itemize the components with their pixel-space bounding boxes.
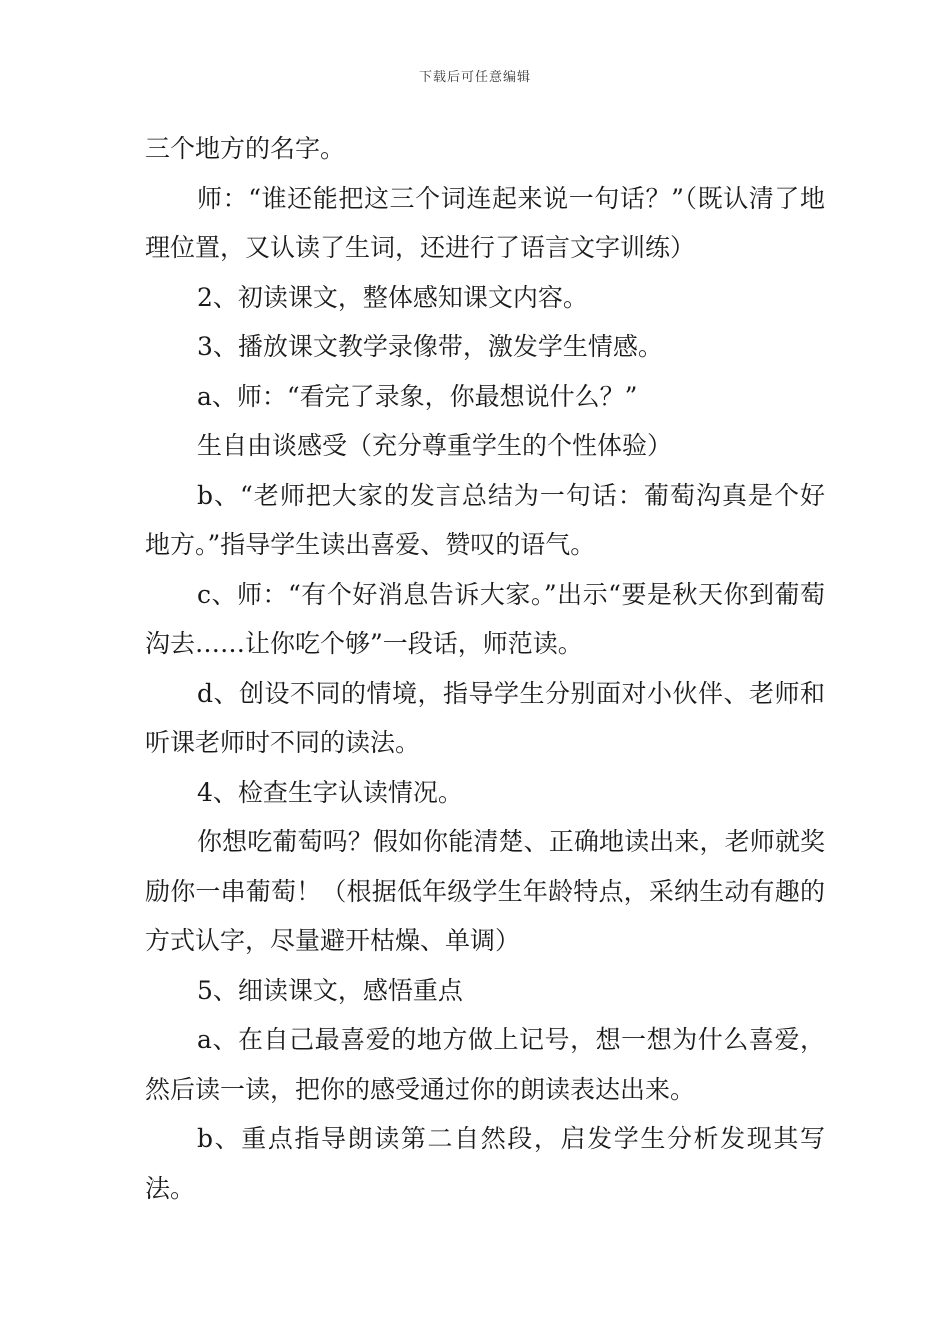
paragraph: 你想吃葡萄吗？假如你能清楚、正确地读出来，老师就奖励你一串葡萄！（根据低年级学生年龄特点，采纳生动有趣的方式认字，尽量避开枯燥、单调）	[145, 827, 825, 955]
paragraph: b、“老师把大家的发言总结为一句话：葡萄沟真是个好地方。”指导学生读出喜爱、赞叹的语气。	[145, 480, 825, 559]
paragraph: c、师：“有个好消息告诉大家。”出示“要是秋天你到葡萄沟去……让你吃个够”一段话，师范读。	[145, 579, 825, 658]
paragraph: a、师：“看完了录象，你最想说什么？”	[197, 381, 638, 411]
paragraph: 2、初读课文，整体感知课文内容。	[197, 282, 588, 312]
paragraph: d、创设不同的情境，指导学生分别面对小伙伴、老师和听课老师时不同的读法。	[145, 678, 825, 757]
page-header: 下载后可任意编辑	[418, 70, 531, 85]
paragraph: 5、细读课文，感悟重点	[197, 975, 463, 1005]
paragraph: b、重点指导朗读第二自然段，启发学生分析发现其写法。	[145, 1124, 825, 1203]
paragraph: 4、检查生字认读情况。	[197, 777, 463, 807]
paragraph: a、在自己最喜爱的地方做上记号，想一想为什么喜爱，然后读一读，把你的感受通过你的朗读表达出来。	[145, 1025, 825, 1104]
paragraph: 生自由谈感受（充分尊重学生的个性体验）	[197, 431, 673, 460]
document-body	[145, 124, 825, 1213]
paragraph: 三个地方的名字。	[145, 134, 346, 163]
paragraph: 3、播放课文教学录像带，激发学生情感。	[197, 332, 663, 361]
paragraph: 师：“谁还能把这三个词连起来说一句话？”（既认清了地理位置，又认读了生词，还进行了语言文字训练）	[145, 183, 825, 262]
